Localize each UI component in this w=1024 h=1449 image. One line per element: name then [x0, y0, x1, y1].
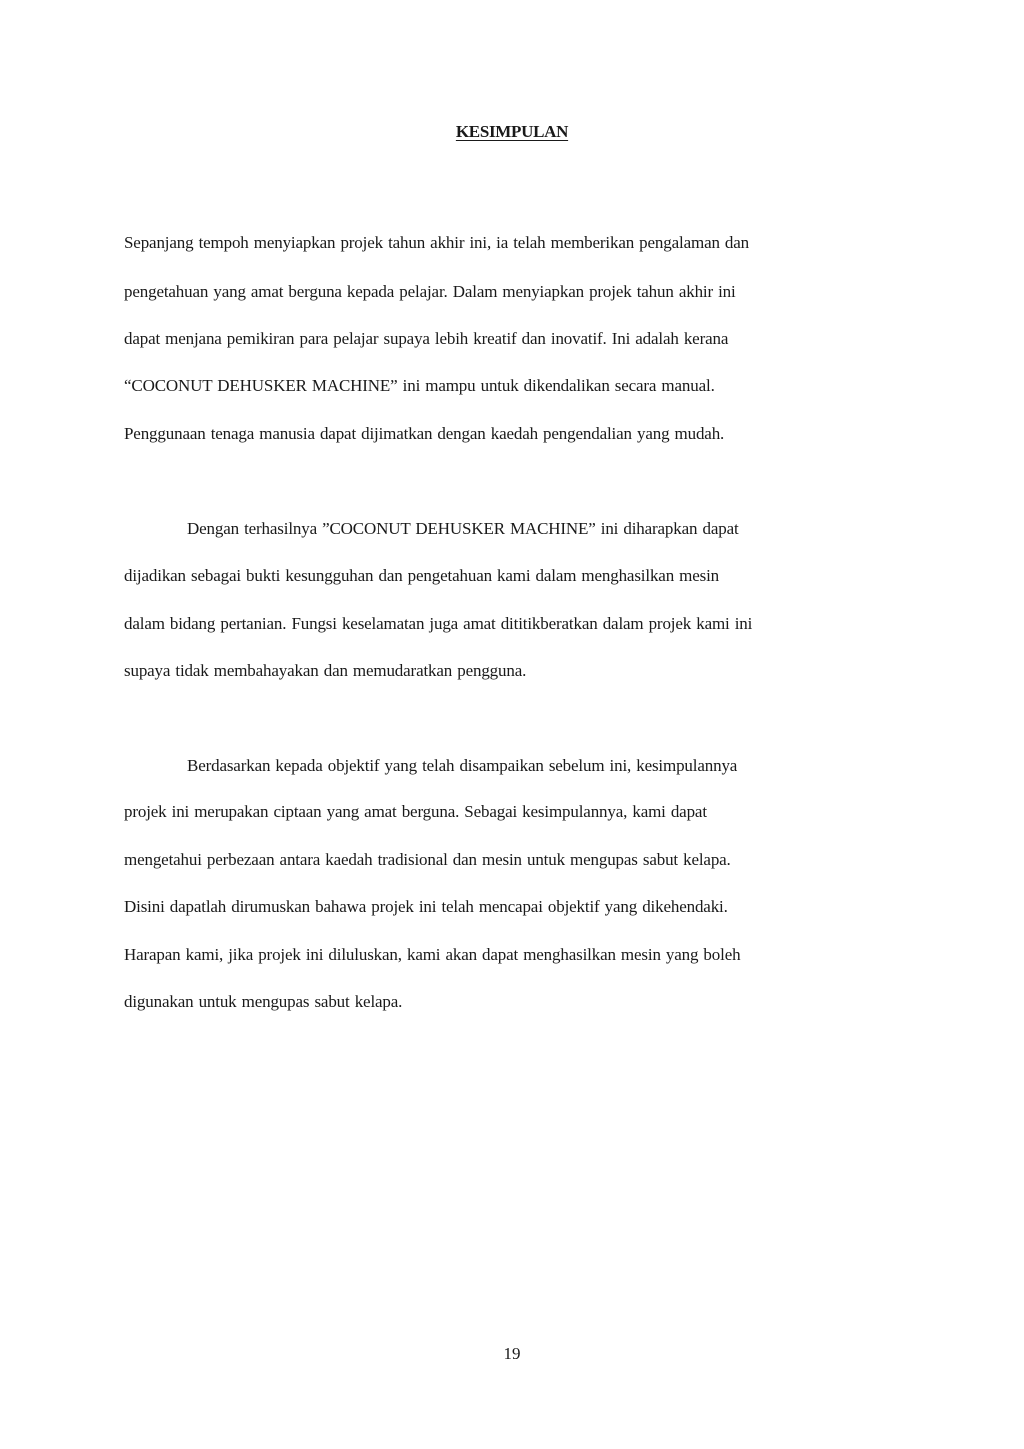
- paragraph-line: dalam bidang pertanian. Fungsi keselamatan juga amat dititikberatkan dalam projek kami ini: [124, 614, 753, 633]
- heading-text: KESIMPULAN: [455, 122, 569, 141]
- paragraph-line: pengetahuan yang amat berguna kepada pelajar. Dalam menyiapkan projek tahun akhir ini: [124, 282, 736, 301]
- paragraph-line: Penggunaan tenaga manusia dapat dijimatkan dengan kaedah pengendalian yang mudah.: [124, 424, 725, 443]
- paragraph-line: dapat menjana pemikiran para pelajar supaya lebih kreatif dan inovatif. Ini adalah kerana: [124, 329, 729, 348]
- paragraph-line: Sepanjang tempoh menyiapkan projek tahun akhir ini, ia telah memberikan pengalaman dan: [124, 233, 750, 252]
- paragraph-line: Berdasarkan kepada objektif yang telah disampaikan sebelum ini, kesimpulannya: [187, 756, 738, 775]
- paragraph-line: Disini dapatlah dirumuskan bahawa projek ini telah mencapai objektif yang dikehendaki.: [124, 897, 728, 916]
- paragraph-line: dijadikan sebagai bukti kesungguhan dan pengetahuan kami dalam menghasilkan mesin: [124, 566, 719, 585]
- paragraph-line: projek ini merupakan ciptaan yang amat berguna. Sebagai kesimpulannya, kami dapat: [124, 802, 707, 821]
- page-heading: [0, 122, 1024, 142]
- paragraph-line: mengetahui perbezaan antara kaedah tradisional dan mesin untuk mengupas sabut kelapa.: [124, 850, 731, 869]
- paragraph-line: supaya tidak membahayakan dan memudaratkan pengguna.: [124, 661, 527, 680]
- paragraph-line: Dengan terhasilnya ”COCONUT DEHUSKER MACHINE” ini diharapkan dapat: [187, 519, 739, 538]
- paragraph-line: Harapan kami, jika projek ini diluluskan, kami akan dapat menghasilkan mesin yang boleh: [124, 945, 741, 964]
- paragraph-line: “COCONUT DEHUSKER MACHINE” ini mampu untuk dikendalikan secara manual.: [124, 376, 715, 395]
- page-number: 19: [503, 1344, 521, 1363]
- paragraph-line: digunakan untuk mengupas sabut kelapa.: [124, 992, 403, 1011]
